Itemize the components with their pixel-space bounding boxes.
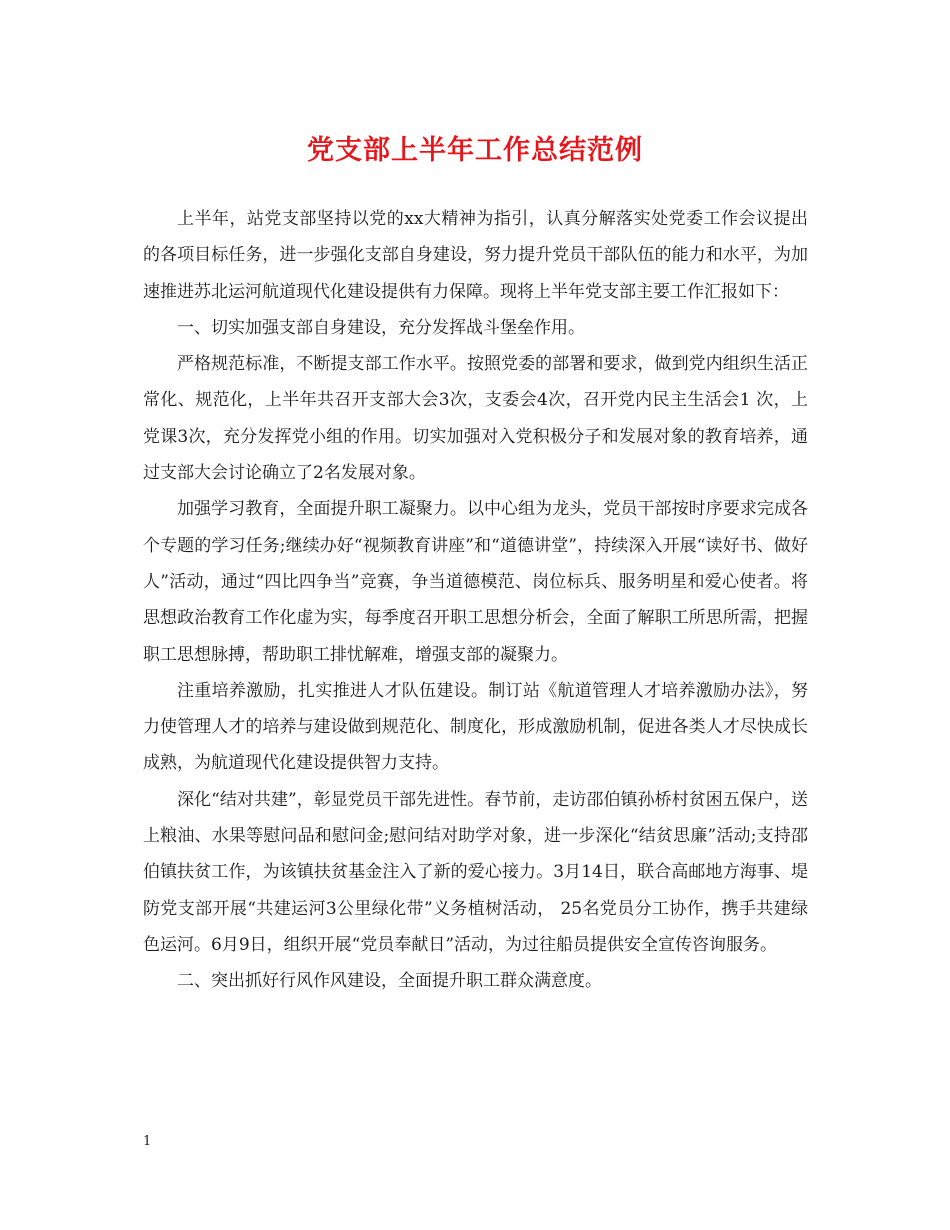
paragraph-standards: 严格规范标准，不断提支部工作水平。按照党委的部署和要求，做到党内组织生活正常化、规范化，上半年共召开支部大会3次，支委会4次，召开党内民主生活会1 次，上党课3次，充分发挥党小组的作用。切实加强对入党积极分子和发展对象的教育培养，通过支部大会讨论确立了2名发展对象。 — [143, 354, 808, 484]
section-heading-1: 一、切实加强支部自身建设，充分发挥战斗堡垒作用。 — [177, 317, 585, 338]
paragraph-talent: 注重培养激励，扎实推进人才队伍建设。制订站《航道管理人才培养激励办法》，努力使管理人才的培养与建设做到规范化、制度化，形成激励机制，促进各类人才尽快成长成熟，为航道现代化建设提供智力支持。 — [143, 680, 808, 774]
paragraph-partnership: 深化“结对共建”，彰显党员干部先进性。春节前，走访邵伯镇孙桥村贫困五保户，送上粮油、水果等慰问品和慰问金;慰问结对助学对象，进一步深化“结贫思廉”活动;支持邵伯镇扶贫工作，为该镇扶贫基金注入了新的爱心接力。3月14日，联合高邮地方海事、堤防党支部开展“共建运河3公里绿化带”义务植树活动， 25名党员分工协作，携手共建绿色运河。6月9日，组织开展“党员奉献日”活动，为过往船员提供安全宣传咨询服务。 — [143, 789, 808, 955]
document-body — [143, 201, 808, 1000]
intro-paragraph: 上半年，站党支部坚持以党的xx大精神为指引，认真分解落实处党委工作会议提出的各项目标任务，进一步强化支部自身建设，努力提升党员干部队伍的能力和水平，为加速推进苏北运河航道现代化建设提供有力保障。现将上半年党支部主要工作汇报如下： — [143, 209, 808, 302]
page-number: 1 — [143, 1134, 152, 1149]
section-heading-2: 二、突出抓好行风作风建设，全面提升职工群众满意度。 — [177, 971, 602, 992]
paragraph-education: 加强学习教育，全面提升职工凝聚力。以中心组为龙头，党员干部按时序要求完成各个专题的学习任务;继续办好“视频教育讲座”和“道德讲堂”，持续深入开展“读好书、做好人”活动，通过“四比四争当”竞赛，争当道德模范、岗位标兵、服务明星和爱心使者。将思想政治教育工作化虚为实，每季度召开职工思想分析会，全面了解职工所思所需，把握职工思想脉搏，帮助职工排忧解难，增强支部的凝聚力。 — [143, 499, 808, 665]
document-title: 党支部上半年工作总结范例 — [307, 135, 643, 166]
